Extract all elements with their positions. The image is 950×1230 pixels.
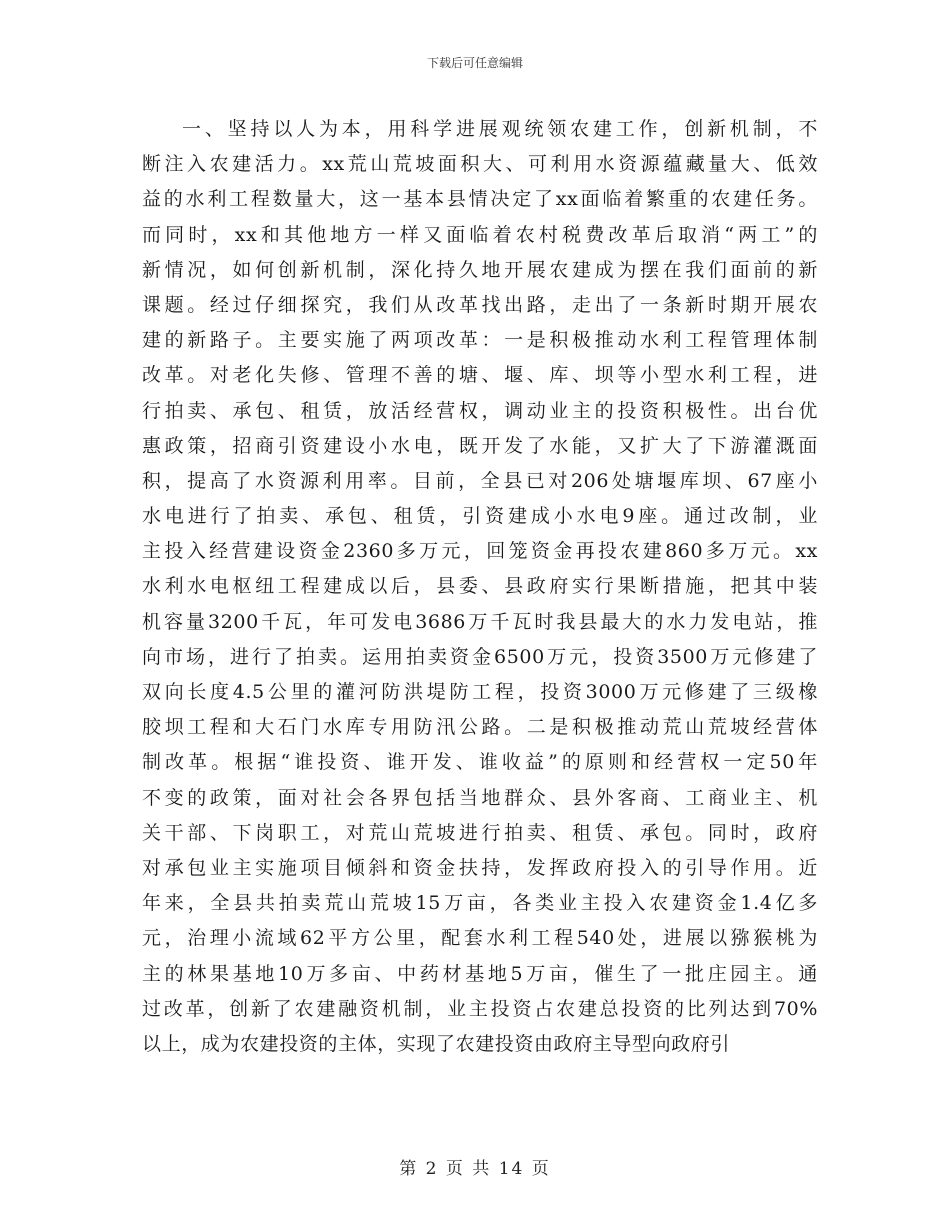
- paragraph-line: 水电进行了拍卖、承包、租赁，引资建成小水电9座。通过改制，业: [142, 505, 818, 528]
- paragraph-line: 主投入经营建设资金2360多万元，回笼资金再投农建860多万元。xx: [142, 540, 818, 563]
- paragraph-line: 改革。对老化失修、管理不善的塘、堰、库、坝等小型水利工程，进: [142, 364, 818, 387]
- paragraph-line: 积，提高了水资源利用率。目前，全县已对206处塘堰库坝、67座小: [142, 469, 818, 492]
- paragraph-line: 过改革，创新了农建融资机制，业主投资占农建总投资的比列达到70%: [142, 997, 818, 1020]
- paragraph-line: 一、坚持以人为本，用科学进展观统领农建工作，创新机制，不: [182, 118, 818, 140]
- paragraph-line: 断注入农建活力。xx荒山荒坡面积大、可利用水资源蕴藏量大、低效: [142, 153, 818, 176]
- paragraph-line: 惠政策，招商引资建设小水电，既开发了水能，又扩大了下游灌溉面: [142, 434, 818, 457]
- paragraph-line: 主的林果基地10万多亩、中药材基地5万亩，催生了一批庄园主。通: [142, 962, 818, 985]
- paragraph-line: 建的新路子。主要实施了两项改革：一是积极推动水利工程管理体制: [142, 329, 818, 352]
- page-header: 下载后可任意编辑: [426, 56, 523, 70]
- paragraph-line: 双向长度4.5公里的灌河防洪堤防工程，投资3000万元修建了三级橡: [142, 681, 818, 703]
- paragraph-line: 课题。经过仔细探究，我们从改革找出路，走出了一条新时期开展农: [142, 293, 818, 316]
- paragraph-line: 水利水电枢纽工程建成以后，县委、县政府实行果断措施，把其中装: [142, 575, 818, 598]
- document-body: [142, 112, 818, 1062]
- paragraph-line: 机容量3200千瓦，年可发电3686万千瓦时我县最大的水力发电站，推: [142, 610, 818, 633]
- paragraph-line: 年来，全县共拍卖荒山荒坡15万亩，各类业主投入农建资金1.4亿多: [142, 892, 818, 915]
- paragraph-line: 不变的政策，面对社会各界包括当地群众、县外客商、工商业主、机: [142, 786, 818, 809]
- paragraph-line: 制改革。根据“谁投资、谁开发、谁收益”的原则和经营权一定50年: [142, 751, 818, 774]
- paragraph-line: 胶坝工程和大石门水库专用防汛公路。二是积极推动荒山荒坡经营体: [142, 716, 818, 739]
- paragraph-line: 关干部、下岗职工，对荒山荒坡进行拍卖、租赁、承包。同时，政府: [142, 821, 818, 844]
- paragraph-line: 益的水利工程数量大，这一基本县情决定了xx面临着繁重的农建任务。: [142, 188, 818, 211]
- paragraph-line: 以上，成为农建投资的主体，实现了农建投资由政府主导型向政府引: [142, 1032, 731, 1055]
- paragraph-line: 新情况，如何创新机制，深化持久地开展农建成为摆在我们面前的新: [142, 258, 818, 281]
- page-footer: 第 2 页 共 14 页: [399, 1159, 551, 1179]
- paragraph-line: 行拍卖、承包、租赁，放活经营权，调动业主的投资积极性。出台优: [142, 399, 818, 422]
- paragraph-line: 而同时，xx和其他地方一样又面临着农村税费改革后取消“两工”的: [142, 223, 818, 246]
- paragraph-line: 对承包业主实施项目倾斜和资金扶持，发挥政府投入的引导作用。近: [142, 856, 818, 879]
- paragraph-line: 向市场，进行了拍卖。运用拍卖资金6500万元，投资3500万元修建了: [142, 645, 818, 668]
- paragraph-line: 元，治理小流域62平方公里，配套水利工程540处，进展以猕猴桃为: [142, 927, 818, 950]
